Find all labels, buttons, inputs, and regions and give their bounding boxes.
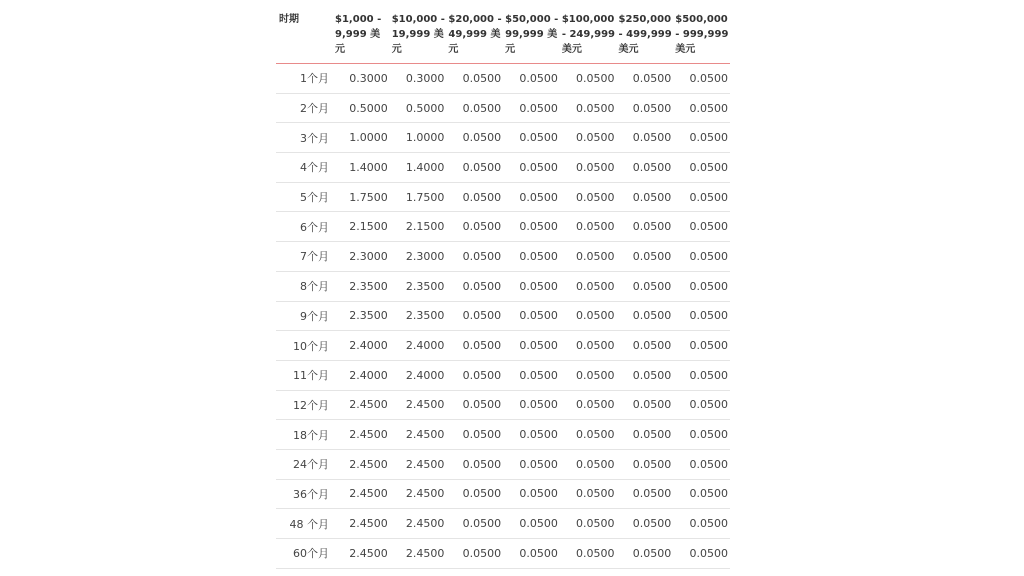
period-cell: 48 个月 bbox=[276, 509, 333, 539]
rate-cell: 0.0500 bbox=[673, 449, 730, 479]
rate-cell: 0.0500 bbox=[446, 479, 503, 509]
rate-cell: 0.0500 bbox=[503, 331, 560, 361]
rates-table bbox=[276, 8, 730, 569]
rate-cell: 2.4500 bbox=[390, 479, 447, 509]
rate-cell: 0.0500 bbox=[673, 509, 730, 539]
rate-cell: 0.0500 bbox=[673, 479, 730, 509]
rate-cell: 0.0500 bbox=[503, 182, 560, 212]
rate-cell: 0.0500 bbox=[446, 301, 503, 331]
rate-cell: 2.4500 bbox=[390, 420, 447, 450]
rate-cell: 0.0500 bbox=[560, 301, 617, 331]
period-cell: 11个月 bbox=[276, 360, 333, 390]
table-row bbox=[276, 182, 730, 212]
rate-cell: 2.3500 bbox=[333, 271, 390, 301]
rate-cell: 2.4500 bbox=[333, 479, 390, 509]
rate-cell: 0.0500 bbox=[503, 271, 560, 301]
rate-cell: 0.0500 bbox=[673, 93, 730, 123]
rate-cell: 1.4000 bbox=[333, 153, 390, 183]
rate-cell: 2.3500 bbox=[390, 271, 447, 301]
rate-cell: 0.0500 bbox=[446, 360, 503, 390]
rate-cell: 0.0500 bbox=[673, 271, 730, 301]
rate-cell: 2.4000 bbox=[390, 331, 447, 361]
rate-cell: 0.0500 bbox=[617, 420, 674, 450]
rate-cell: 2.4500 bbox=[333, 449, 390, 479]
period-cell: 60个月 bbox=[276, 539, 333, 569]
rate-cell: 0.0500 bbox=[446, 64, 503, 94]
rate-cell: 0.0500 bbox=[673, 420, 730, 450]
rate-cell: 0.0500 bbox=[560, 360, 617, 390]
rate-cell: 0.0500 bbox=[503, 212, 560, 242]
rate-cell: 0.0500 bbox=[503, 153, 560, 183]
rate-cell: 0.0500 bbox=[503, 420, 560, 450]
rate-cell: 0.3000 bbox=[390, 64, 447, 94]
period-cell: 36个月 bbox=[276, 479, 333, 509]
rate-cell: 1.0000 bbox=[390, 123, 447, 153]
period-cell: 9个月 bbox=[276, 301, 333, 331]
rate-cell: 0.0500 bbox=[673, 212, 730, 242]
period-cell: 4个月 bbox=[276, 153, 333, 183]
column-header-tier-7: $500,000 - 999,999 美元 bbox=[673, 8, 730, 64]
rate-cell: 0.0500 bbox=[446, 331, 503, 361]
table-row bbox=[276, 539, 730, 569]
rate-cell: 2.3000 bbox=[390, 242, 447, 272]
column-header-period: 时期 bbox=[276, 8, 333, 64]
rate-cell: 0.0500 bbox=[673, 360, 730, 390]
rate-cell: 0.0500 bbox=[560, 539, 617, 569]
rate-cell: 0.0500 bbox=[446, 539, 503, 569]
rate-cell: 0.0500 bbox=[503, 93, 560, 123]
rate-cell: 0.0500 bbox=[617, 212, 674, 242]
rate-cell: 0.0500 bbox=[560, 449, 617, 479]
rate-cell: 0.0500 bbox=[503, 479, 560, 509]
rate-cell: 0.0500 bbox=[560, 331, 617, 361]
rate-cell: 0.0500 bbox=[560, 479, 617, 509]
rate-cell: 0.0500 bbox=[617, 301, 674, 331]
rate-cell: 0.0500 bbox=[617, 509, 674, 539]
rate-cell: 2.4000 bbox=[333, 331, 390, 361]
rate-cell: 2.4500 bbox=[333, 539, 390, 569]
rate-cell: 0.0500 bbox=[446, 212, 503, 242]
rate-cell: 0.0500 bbox=[560, 182, 617, 212]
table-row bbox=[276, 242, 730, 272]
table-row bbox=[276, 479, 730, 509]
table-body bbox=[276, 64, 730, 569]
table-row bbox=[276, 449, 730, 479]
column-header-tier-3: $20,000 - 49,999 美元 bbox=[446, 8, 503, 64]
period-cell: 1个月 bbox=[276, 64, 333, 94]
rate-cell: 0.0500 bbox=[446, 123, 503, 153]
column-header-tier-2: $10,000 - 19,999 美元 bbox=[390, 8, 447, 64]
table-row bbox=[276, 420, 730, 450]
rate-cell: 1.7500 bbox=[333, 182, 390, 212]
rate-cell: 0.5000 bbox=[333, 93, 390, 123]
rate-cell: 0.0500 bbox=[673, 390, 730, 420]
rate-cell: 0.0500 bbox=[617, 390, 674, 420]
rate-cell: 2.4500 bbox=[390, 509, 447, 539]
rate-cell: 2.1500 bbox=[390, 212, 447, 242]
rate-cell: 0.0500 bbox=[560, 212, 617, 242]
rate-cell: 0.0500 bbox=[617, 271, 674, 301]
rate-cell: 0.0500 bbox=[503, 242, 560, 272]
rate-cell: 0.0500 bbox=[446, 93, 503, 123]
rate-cell: 0.0500 bbox=[503, 360, 560, 390]
rate-cell: 0.0500 bbox=[673, 242, 730, 272]
rate-cell: 0.0500 bbox=[673, 331, 730, 361]
rate-cell: 2.4500 bbox=[390, 449, 447, 479]
rate-cell: 0.0500 bbox=[560, 123, 617, 153]
rate-cell: 0.0500 bbox=[617, 93, 674, 123]
rate-cell: 2.4500 bbox=[333, 420, 390, 450]
rate-cell: 0.0500 bbox=[446, 271, 503, 301]
rate-cell: 0.0500 bbox=[560, 390, 617, 420]
rate-cell: 2.4500 bbox=[390, 539, 447, 569]
rate-cell: 0.0500 bbox=[617, 242, 674, 272]
rate-cell: 0.0500 bbox=[446, 509, 503, 539]
period-cell: 10个月 bbox=[276, 331, 333, 361]
period-cell: 2个月 bbox=[276, 93, 333, 123]
table-row bbox=[276, 331, 730, 361]
rate-cell: 0.0500 bbox=[673, 182, 730, 212]
period-cell: 8个月 bbox=[276, 271, 333, 301]
rate-cell: 0.0500 bbox=[446, 182, 503, 212]
rate-cell: 0.0500 bbox=[446, 449, 503, 479]
rate-cell: 0.0500 bbox=[503, 123, 560, 153]
period-cell: 18个月 bbox=[276, 420, 333, 450]
rate-cell: 0.0500 bbox=[673, 153, 730, 183]
period-cell: 24个月 bbox=[276, 449, 333, 479]
rate-cell: 0.0500 bbox=[673, 301, 730, 331]
table-row bbox=[276, 123, 730, 153]
header-row bbox=[276, 8, 730, 64]
rate-cell: 0.0500 bbox=[560, 242, 617, 272]
rate-cell: 0.0500 bbox=[617, 539, 674, 569]
rate-cell: 0.0500 bbox=[503, 301, 560, 331]
period-cell: 12个月 bbox=[276, 390, 333, 420]
rate-cell: 0.0500 bbox=[503, 64, 560, 94]
rate-cell: 0.0500 bbox=[446, 390, 503, 420]
period-cell: 7个月 bbox=[276, 242, 333, 272]
column-header-tier-1: $1,000 - 9,999 美元 bbox=[333, 8, 390, 64]
table-row bbox=[276, 153, 730, 183]
rate-cell: 0.0500 bbox=[617, 449, 674, 479]
rate-cell: 0.0500 bbox=[617, 64, 674, 94]
table-row bbox=[276, 212, 730, 242]
rate-cell: 0.0500 bbox=[673, 539, 730, 569]
table-row bbox=[276, 390, 730, 420]
rate-cell: 0.0500 bbox=[446, 242, 503, 272]
table-row bbox=[276, 509, 730, 539]
rate-cell: 0.3000 bbox=[333, 64, 390, 94]
rate-cell: 1.0000 bbox=[333, 123, 390, 153]
column-header-tier-5: $100,000 - 249,999 美元 bbox=[560, 8, 617, 64]
rate-cell: 1.4000 bbox=[390, 153, 447, 183]
rate-cell: 0.0500 bbox=[617, 182, 674, 212]
rate-cell: 0.0500 bbox=[673, 64, 730, 94]
rate-cell: 0.0500 bbox=[560, 509, 617, 539]
rate-cell: 1.7500 bbox=[390, 182, 447, 212]
rate-cell: 0.0500 bbox=[503, 509, 560, 539]
table-row bbox=[276, 271, 730, 301]
table-row bbox=[276, 93, 730, 123]
table-header bbox=[276, 8, 730, 64]
rate-cell: 2.4000 bbox=[390, 360, 447, 390]
rate-cell: 0.0500 bbox=[503, 390, 560, 420]
rate-cell: 0.0500 bbox=[673, 123, 730, 153]
rate-cell: 0.0500 bbox=[560, 420, 617, 450]
rate-cell: 2.3500 bbox=[390, 301, 447, 331]
rate-cell: 0.0500 bbox=[617, 123, 674, 153]
rate-cell: 0.0500 bbox=[560, 153, 617, 183]
rate-cell: 0.0500 bbox=[617, 331, 674, 361]
rate-cell: 0.0500 bbox=[560, 64, 617, 94]
rate-cell: 2.4500 bbox=[333, 509, 390, 539]
rate-cell: 0.0500 bbox=[617, 360, 674, 390]
rate-cell: 0.0500 bbox=[446, 153, 503, 183]
rate-cell: 2.4000 bbox=[333, 360, 390, 390]
rate-cell: 0.0500 bbox=[503, 449, 560, 479]
rate-cell: 0.0500 bbox=[560, 93, 617, 123]
column-header-tier-4: $50,000 - 99,999 美元 bbox=[503, 8, 560, 64]
rate-cell: 0.0500 bbox=[446, 420, 503, 450]
period-cell: 5个月 bbox=[276, 182, 333, 212]
rate-cell: 2.4500 bbox=[390, 390, 447, 420]
rate-cell: 0.0500 bbox=[617, 479, 674, 509]
rate-cell: 0.5000 bbox=[390, 93, 447, 123]
period-cell: 3个月 bbox=[276, 123, 333, 153]
rate-cell: 2.4500 bbox=[333, 390, 390, 420]
rate-cell: 2.3000 bbox=[333, 242, 390, 272]
rates-table-container bbox=[276, 8, 730, 569]
table-row bbox=[276, 360, 730, 390]
rate-cell: 0.0500 bbox=[617, 153, 674, 183]
rate-cell: 0.0500 bbox=[503, 539, 560, 569]
rate-cell: 2.1500 bbox=[333, 212, 390, 242]
column-header-tier-6: $250,000 - 499,999 美元 bbox=[617, 8, 674, 64]
table-row bbox=[276, 301, 730, 331]
table-row bbox=[276, 64, 730, 94]
rate-cell: 0.0500 bbox=[560, 271, 617, 301]
period-cell: 6个月 bbox=[276, 212, 333, 242]
rate-cell: 2.3500 bbox=[333, 301, 390, 331]
